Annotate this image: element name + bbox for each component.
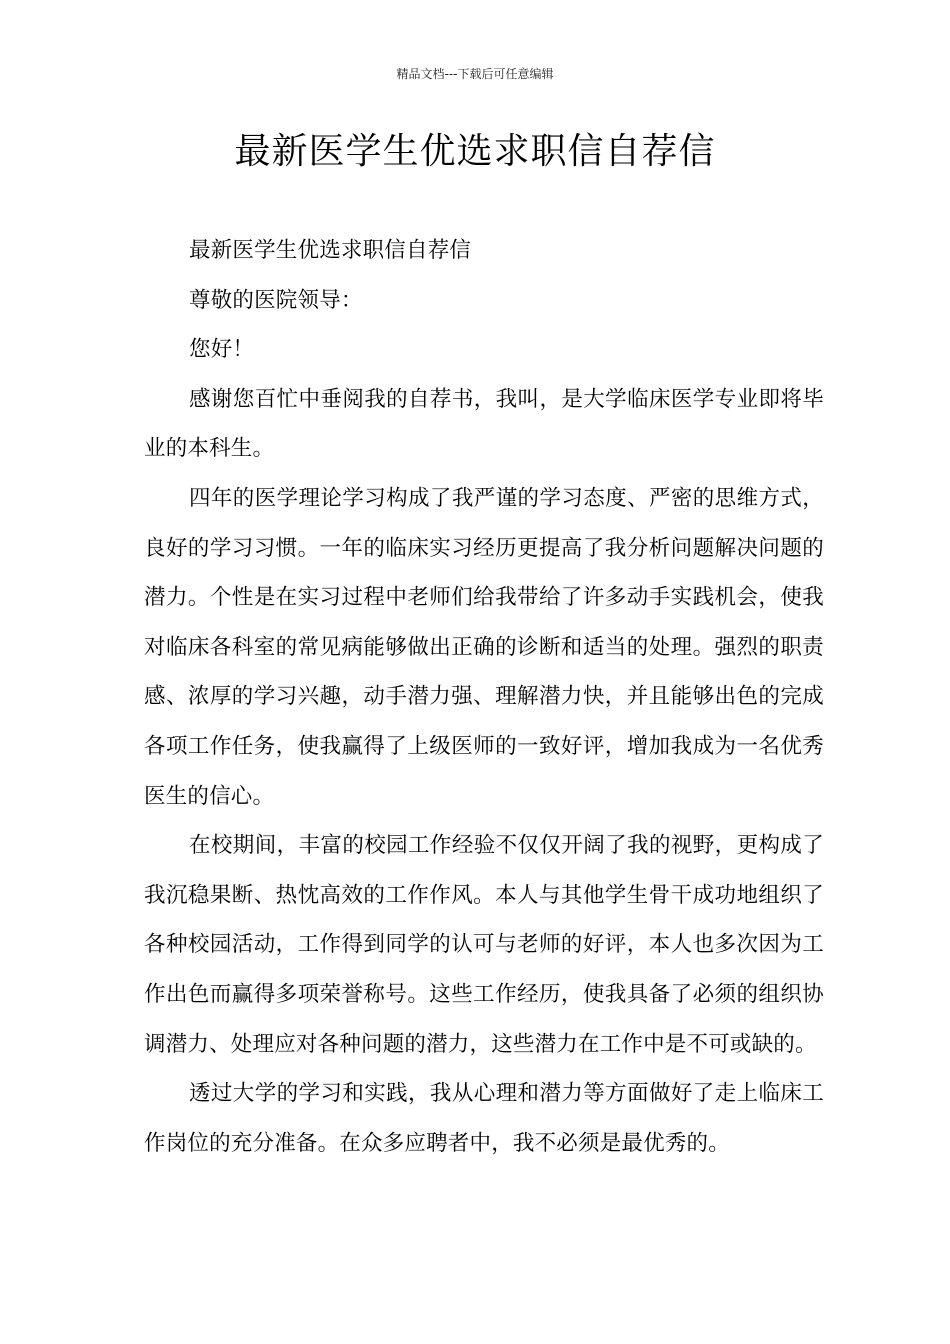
- paragraph-intro: 感谢您百忙中垂阅我的自荐书，我叫，是大学临床医学专业即将毕业的本科生。: [144, 386, 824, 462]
- paragraph-greeting: 您好！: [189, 337, 255, 363]
- document-body: [144, 226, 824, 1168]
- page-header-note: 精品文档---下载后可任意编辑: [396, 67, 554, 81]
- paragraph-subtitle: 最新医学生优选求职信自荐信: [189, 238, 472, 263]
- paragraph-salutation: 尊敬的医院领导：: [189, 287, 363, 313]
- document-title: 最新医学生优选求职信自荐信: [234, 131, 716, 172]
- paragraph-study: 四年的医学理论学习构成了我严谨的学习态度、严密的思维方式，良好的学习习惯。一年的临床实习经历更提高了我分析问题解决问题的潜力。个性是在实习过程中老师们给我带给了许多动手实践机会，使我对临床各科室的常见病能够做出正确的诊断和适当的处理。强烈的职责感、浓厚的学习兴趣，动手潜力强、理解潜力快，并且能够出色的完成各项工作任务，使我赢得了上级医师的一致好评，增加我成为一名优秀医生的信心。: [144, 485, 824, 809]
- paragraph-campus-work: 在校期间，丰富的校园工作经验不仅仅开阔了我的视野，更构成了我沉稳果断、热忱高效的工作作风。本人与其他学生骨干成功地组织了各种校园活动，工作得到同学的认可与老师的好评，本人也多次因为工作出色而赢得多项荣誉称号。这些工作经历，使我具备了必须的组织协调潜力、处理应对各种问题的潜力，这些潜力在工作中是不可或缺的。: [144, 833, 824, 1057]
- paragraph-preparation: 透过大学的学习和实践，我从心理和潜力等方面做好了走上临床工作岗位的充分准备。在众多应聘者中，我不必须是最优秀的。: [144, 1081, 824, 1156]
